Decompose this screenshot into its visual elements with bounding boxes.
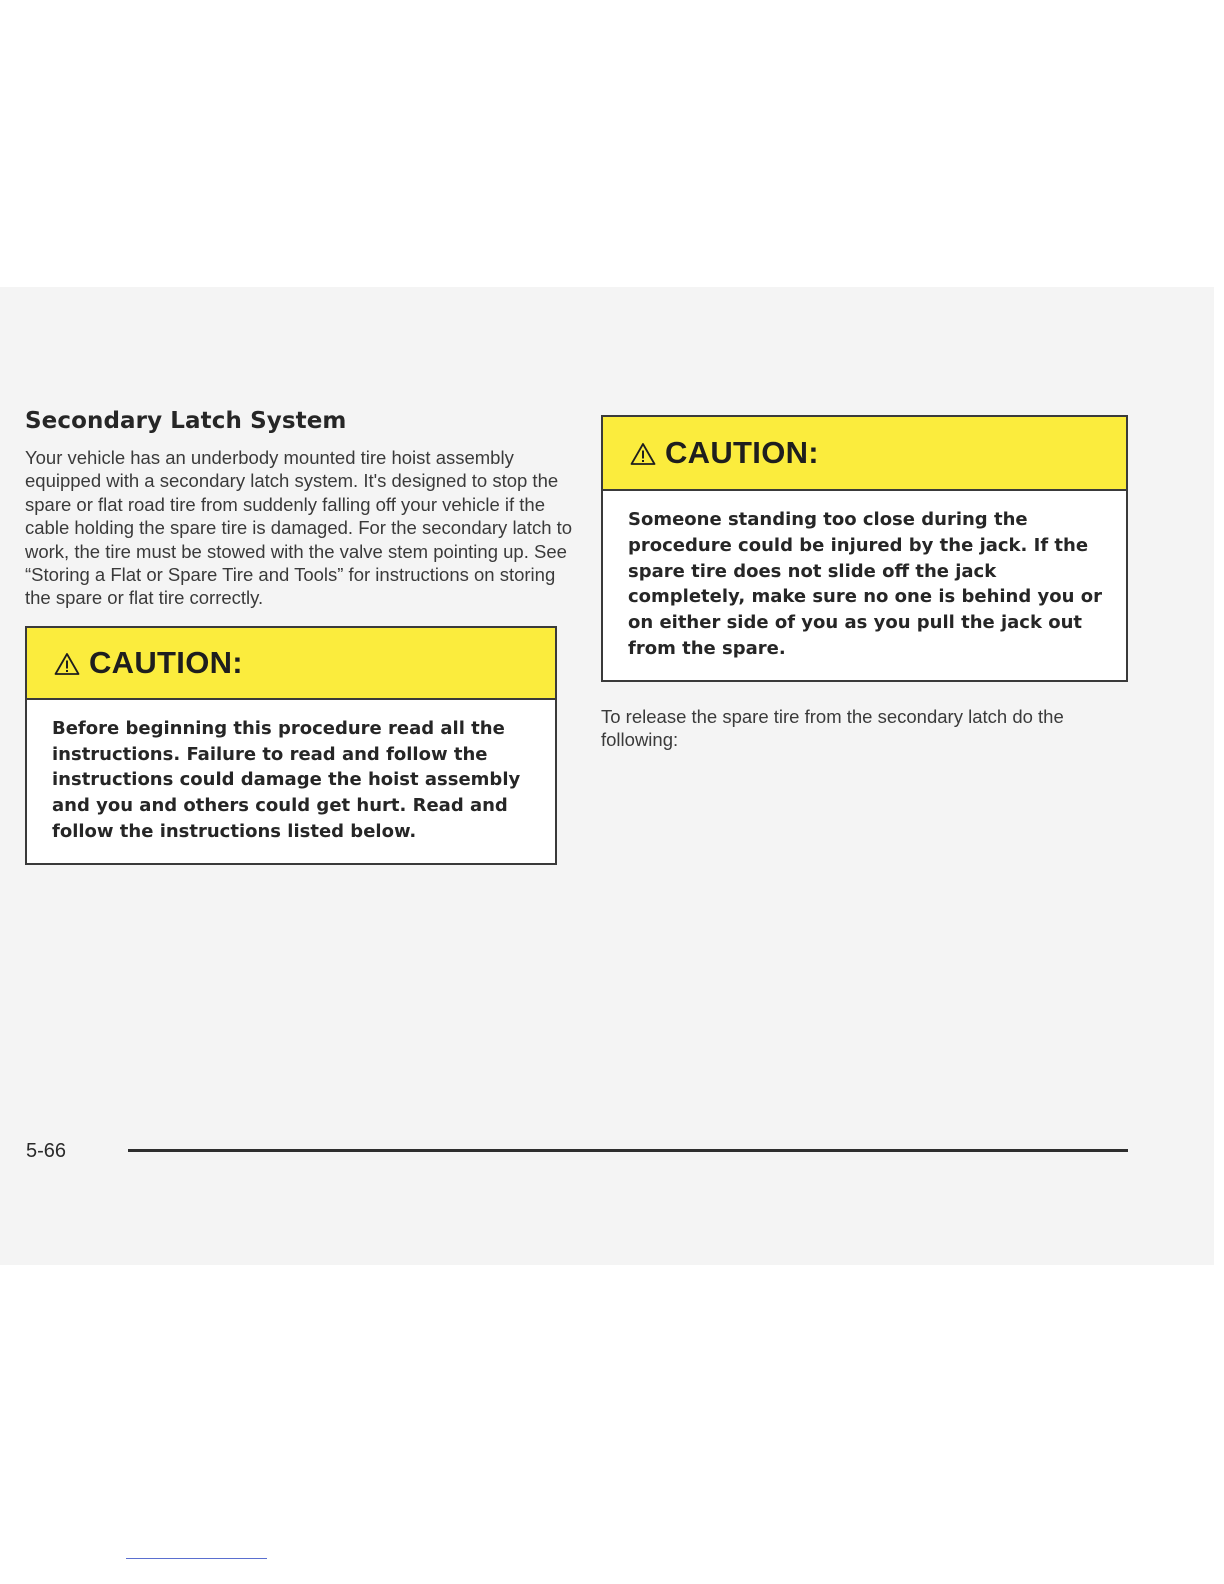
caution-text: Before beginning this procedure read all the instructions. Failure to read and follow the instructions could damage the hoist assembly and you and others could get hurt. Read and follow the instructions listed below.	[52, 717, 521, 843]
intro-paragraph: Your vehicle has an underbody mounted tire hoist assembly equipped with a secondary latch system. It's designed to stop the spare or flat road tire from suddenly falling off your vehicle if the cable holding the spare tire is damaged. For the secondary latch to work, the tire must be stowed with the valve stem pointing up. See “Storing a Flat or Spare Tire and Tools” for instructions on storing the spare or flat tire correctly.	[25, 447, 573, 609]
caution-box-left	[25, 626, 557, 865]
warning-triangle-icon	[54, 652, 80, 676]
caution-text: Someone standing too close during the procedure could be injured by the jack. If the spare tire does not slide off the jack completely, make sure no one is behind you or on either side of you as you pull the jack out from the spare.	[628, 509, 1102, 659]
section-heading: Secondary Latch System	[25, 408, 347, 434]
caution-header	[27, 628, 555, 700]
caution-box-right	[601, 415, 1128, 682]
caution-title: CAUTION:	[89, 644, 243, 680]
warning-triangle-icon	[630, 442, 656, 466]
left-column	[25, 408, 573, 865]
release-instructions-paragraph: To release the spare tire from the secondary latch do the following:	[601, 705, 1064, 751]
page-number: 5-66	[26, 1140, 67, 1162]
right-column	[601, 415, 1128, 752]
caution-header	[603, 417, 1126, 491]
footer-divider	[128, 1149, 1128, 1152]
bottom-divider	[126, 1558, 267, 1559]
caution-title: CAUTION:	[665, 435, 819, 470]
